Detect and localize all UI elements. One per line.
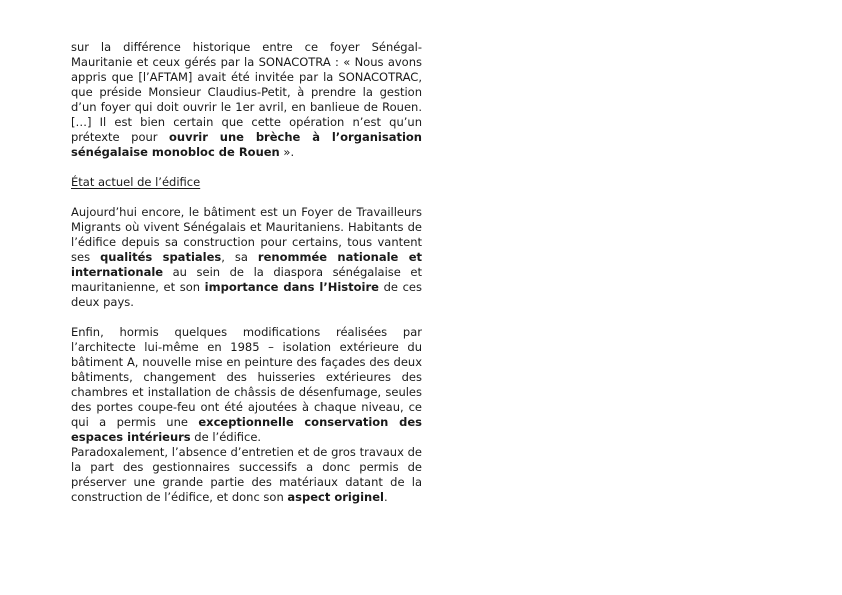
section-heading (71, 175, 422, 190)
text-run: . (383, 490, 388, 504)
bold-phrase: aspect originel (287, 490, 384, 504)
bold-phrase: exceptionnelle conservation des espaces intérieurs (71, 415, 422, 444)
paragraph-spacer (71, 190, 422, 205)
paragraph-modifications (71, 325, 422, 445)
bold-phrase: importance dans l’Histoire (204, 280, 379, 294)
paragraph-intro (71, 40, 422, 160)
bold-phrase: ouvrir une brèche à l’organisation sénégalaise monobloc de Rouen (71, 130, 422, 159)
text-run: État actuel de l’édifice (71, 175, 201, 189)
text-run: de l’édifice. (190, 430, 262, 444)
text-column (71, 40, 422, 505)
text-run: Paradoxalement, l’absence d’entretien et de gros travaux de la part des gestionnaires successifs a donc permis de préserver une grande partie des matériaux datant de la construction de l’édifice, et donc son (71, 445, 422, 504)
text-run: au sein de la diaspora sénégalaise et mauritanienne, et son (71, 265, 422, 294)
paragraph-paradox (71, 445, 422, 505)
text-run: , sa (221, 250, 258, 264)
text-run: Enfin, hormis quelques modifications réalisées par l’architecte lui-même en 1985 – isolation extérieure du bâtiment A, nouvelle mise en peinture des façades des deux bâtiments, changement des huisseries extérieures des chambres et installation de châssis de désenfumage, seules des portes coupe-feu ont été ajoutées à chaque niveau, ce qui a permis une (71, 325, 422, 429)
text-run: Aujourd’hui encore, le bâtiment est un Foyer de Travailleurs Migrants où vivent Sénégalais et Mauritaniens. Habitants de l’édifice depuis sa construction pour certains, tous vantent ses (71, 205, 422, 264)
paragraph-current-state (71, 205, 422, 310)
text-run: ». (279, 145, 295, 159)
text-run: de ces deux pays. (71, 280, 422, 309)
bold-phrase: renommée nationale et internationale (71, 250, 422, 279)
text-run: sur la différence historique entre ce foyer Sénégal-Mauritanie et ceux gérés par la SONACOTRA : « Nous avons appris que [l’AFTAM] avait été invitée par la SONACOTRAC, que préside Monsieur Claudius-Petit, à prendre la gestion d’un foyer qui doit ouvrir le 1er avril, en banlieue de Rouen. […] Il est bien certain que cette opération n’est qu’un prétexte pour (71, 40, 422, 144)
paragraph-spacer (71, 310, 422, 325)
paragraph-spacer (71, 160, 422, 175)
bold-phrase: qualités spatiales (100, 250, 222, 264)
